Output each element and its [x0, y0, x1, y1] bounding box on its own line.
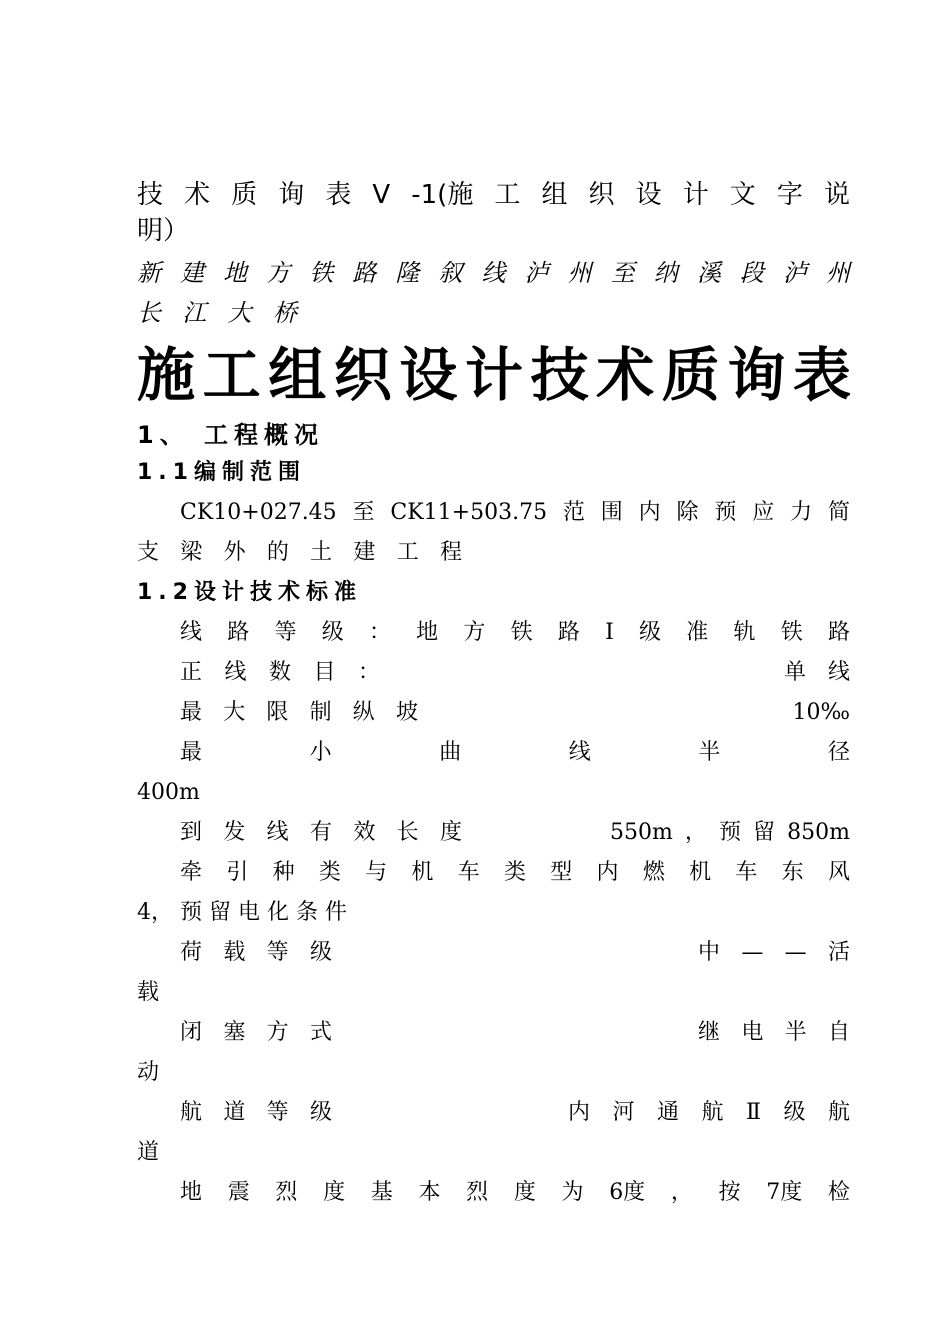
text-glyph: 叙 — [438, 259, 463, 287]
doc-subtitle-line2 — [137, 296, 297, 330]
row-traction — [180, 858, 850, 888]
text-glyph: 预 — [718, 820, 741, 845]
text-glyph: 半 — [784, 1020, 807, 1045]
row-load-grade — [180, 938, 850, 968]
text-glyph: 中 — [698, 940, 721, 965]
text-glyph: 烈 — [275, 1180, 298, 1205]
text-glyph: 质 — [661, 341, 719, 409]
text-glyph: 线 — [180, 620, 203, 645]
text-glyph: 组 — [268, 341, 326, 409]
text-glyph: 表 — [325, 180, 352, 210]
text-glyph: 江 — [182, 299, 207, 327]
text-glyph: 力 — [790, 500, 813, 525]
text-glyph: 坡 — [395, 700, 418, 725]
text-glyph: ， — [670, 1180, 693, 1205]
row-load-grade-label — [180, 938, 332, 968]
row-max-grade-value: 10‰ — [792, 700, 850, 725]
text-glyph: 桥 — [272, 299, 297, 327]
text-glyph: 航 — [180, 1100, 203, 1125]
text-glyph: 段 — [739, 259, 764, 287]
text-glyph: 550m — [610, 820, 673, 845]
row-main-lines — [180, 658, 850, 688]
row-main-lines-label — [180, 658, 380, 688]
text-glyph: 支 — [137, 540, 160, 565]
text-glyph: Ⅴ — [372, 180, 391, 210]
text-glyph: 隆 — [395, 259, 420, 287]
text-glyph: 半 — [698, 740, 721, 765]
text-glyph: 烈 — [466, 1180, 489, 1205]
text-glyph: 长 — [396, 820, 419, 845]
text-glyph: 字 — [776, 180, 803, 210]
main-title — [137, 340, 850, 410]
text-glyph: 单 — [784, 660, 807, 685]
section-heading-1-1: 1.1编制范围 — [137, 460, 306, 485]
text-glyph: 道 — [223, 1100, 246, 1125]
text-glyph: 术 — [184, 180, 211, 210]
text-glyph: 继 — [698, 1020, 721, 1045]
text-glyph: — — [741, 940, 764, 965]
text-glyph: 等 — [266, 940, 289, 965]
text-glyph: 方 — [266, 259, 291, 287]
text-glyph: CK11+503.75 — [390, 500, 548, 525]
text-glyph: 机 — [689, 860, 712, 885]
text-glyph: 留 — [753, 820, 776, 845]
text-glyph: 引 — [226, 860, 249, 885]
text-glyph: 地 — [180, 1180, 203, 1205]
row-waterway-value — [568, 1098, 850, 1128]
text-glyph: 闭 — [180, 1020, 203, 1045]
row-load-grade-cont: 载 — [137, 980, 160, 1005]
row-waterway — [180, 1098, 850, 1128]
row-max-grade-label — [180, 698, 418, 728]
text-glyph: 内 — [638, 500, 661, 525]
text-glyph: 目 — [313, 660, 336, 685]
text-glyph: 有 — [309, 820, 332, 845]
text-glyph: 类 — [318, 860, 341, 885]
row-waterway-cont: 道 — [137, 1140, 160, 1165]
text-glyph: 范 — [562, 500, 585, 525]
text-glyph: 式 — [309, 1020, 332, 1045]
text-glyph: 活 — [827, 940, 850, 965]
text-glyph: 线 — [266, 820, 289, 845]
text-glyph: 机 — [411, 860, 434, 885]
text-glyph: 大 — [223, 700, 246, 725]
text-glyph: 类 — [503, 860, 526, 885]
text-glyph: 通 — [657, 1100, 680, 1125]
text-glyph: CK10+027.45 — [180, 500, 337, 525]
text-glyph: 的 — [266, 540, 289, 565]
text-glyph: 泸 — [782, 259, 807, 287]
text-glyph: 路 — [557, 620, 580, 645]
text-glyph: 术 — [596, 341, 654, 409]
text-glyph: 震 — [227, 1180, 250, 1205]
text-glyph: 纵 — [352, 700, 375, 725]
row-min-curve — [180, 738, 850, 768]
row-waterway-label — [180, 1098, 332, 1128]
text-glyph: 溪 — [696, 259, 721, 287]
text-glyph: 7度 — [766, 1180, 803, 1205]
text-glyph: 级 — [309, 1100, 332, 1125]
text-glyph: 种 — [272, 860, 295, 885]
text-glyph: 设 — [399, 341, 457, 409]
text-glyph: 计 — [682, 180, 709, 210]
text-glyph: 荷 — [180, 940, 203, 965]
text-glyph: 度 — [439, 820, 462, 845]
text-glyph: 风 — [827, 860, 850, 885]
text-glyph: 本 — [418, 1180, 441, 1205]
text-glyph: 路 — [352, 259, 377, 287]
text-glyph: 织 — [333, 341, 391, 409]
text-glyph: 简 — [827, 500, 850, 525]
text-glyph: 地 — [416, 620, 439, 645]
text-glyph: 限 — [266, 700, 289, 725]
text-glyph: 检 — [827, 1180, 850, 1205]
text-glyph: 850m — [787, 820, 850, 845]
text-glyph: 内 — [568, 1100, 591, 1125]
text-glyph: 工 — [494, 180, 521, 210]
text-glyph: 线 — [224, 660, 247, 685]
text-glyph: 预 — [714, 500, 737, 525]
text-glyph: 计 — [464, 341, 522, 409]
text-glyph: 型 — [550, 860, 573, 885]
text-glyph: 路 — [827, 620, 850, 645]
text-glyph: 铁 — [510, 620, 533, 645]
text-glyph: 内 — [596, 860, 619, 885]
text-glyph: 小 — [309, 740, 332, 765]
text-glyph: 最 — [180, 740, 203, 765]
text-glyph: 程 — [439, 540, 462, 565]
row-siding-length-value — [610, 818, 850, 848]
row-traction-cont: 4， 预 留 电 化 条 件 — [137, 900, 347, 925]
text-glyph: 按 — [718, 1180, 741, 1205]
text-glyph: 度 — [513, 1180, 536, 1205]
text-glyph: 至 — [610, 259, 635, 287]
scope-line1 — [180, 498, 850, 528]
text-glyph: 级 — [309, 940, 332, 965]
text-glyph: 地 — [223, 259, 248, 287]
row-min-curve-cont: 400m — [137, 780, 200, 805]
row-max-grade — [180, 698, 850, 728]
text-glyph: 路 — [227, 620, 250, 645]
text-glyph: 度 — [323, 1180, 346, 1205]
text-glyph: 梁 — [180, 540, 203, 565]
text-glyph: 载 — [223, 940, 246, 965]
text-glyph: 线 — [568, 740, 591, 765]
text-glyph: 围 — [600, 500, 623, 525]
text-glyph: 线 — [481, 259, 506, 287]
text-glyph: 发 — [223, 820, 246, 845]
text-glyph: 外 — [223, 540, 246, 565]
text-glyph: 最 — [180, 700, 203, 725]
text-glyph: 制 — [309, 700, 332, 725]
row-block-system-value — [698, 1018, 850, 1048]
text-glyph: 技 — [137, 180, 164, 210]
text-glyph: 大 — [227, 299, 252, 327]
text-glyph: 纳 — [653, 259, 678, 287]
text-glyph: 级 — [783, 1100, 806, 1125]
text-glyph: 方 — [266, 1020, 289, 1045]
text-glyph: 建 — [353, 540, 376, 565]
text-glyph: 等 — [266, 1100, 289, 1125]
text-glyph: 设 — [635, 180, 662, 210]
row-load-grade-value — [698, 938, 850, 968]
text-glyph: 组 — [541, 180, 568, 210]
text-glyph: -1(施 — [411, 180, 474, 210]
section-heading-1: 1、 工程概况 — [137, 421, 325, 449]
text-glyph: 航 — [701, 1100, 724, 1125]
text-glyph: ： — [357, 660, 380, 685]
row-siding-length-label — [180, 818, 462, 848]
row-line-grade — [180, 618, 850, 648]
text-glyph: 航 — [827, 1100, 850, 1125]
text-glyph: 表 — [792, 341, 850, 409]
text-glyph: 燃 — [642, 860, 665, 885]
text-glyph: 应 — [752, 500, 775, 525]
text-glyph: 州 — [826, 259, 850, 287]
text-glyph: 土 — [310, 540, 333, 565]
text-glyph: 轨 — [733, 620, 756, 645]
text-glyph: 级 — [321, 620, 344, 645]
text-glyph: 施 — [137, 341, 195, 409]
text-glyph: 到 — [180, 820, 203, 845]
text-glyph: 铁 — [780, 620, 803, 645]
text-glyph: 方 — [463, 620, 486, 645]
text-glyph: 至 — [352, 500, 375, 525]
text-glyph: 效 — [353, 820, 376, 845]
text-glyph: 曲 — [439, 740, 462, 765]
text-glyph: 为 — [561, 1180, 584, 1205]
text-glyph: 文 — [729, 180, 756, 210]
text-glyph: 车 — [457, 860, 480, 885]
scope-line2 — [137, 538, 462, 568]
row-siding-length — [180, 818, 850, 848]
text-glyph: 工 — [202, 341, 260, 409]
text-glyph: 牵 — [180, 860, 203, 885]
text-glyph: 技 — [530, 341, 588, 409]
text-glyph: 说 — [823, 180, 850, 210]
text-glyph: — — [784, 940, 807, 965]
text-glyph: 新 — [137, 259, 161, 287]
text-glyph: 等 — [274, 620, 297, 645]
text-glyph: 建 — [180, 259, 205, 287]
text-glyph: 与 — [365, 860, 388, 885]
text-glyph: 车 — [735, 860, 758, 885]
text-glyph: Ⅱ — [746, 1100, 761, 1125]
text-glyph: 径 — [827, 740, 850, 765]
text-glyph: 泸 — [524, 259, 549, 287]
doc-title-line1 — [137, 178, 850, 212]
text-glyph: 基 — [370, 1180, 393, 1205]
text-glyph: 自 — [827, 1020, 850, 1045]
row-block-system-cont: 动 — [137, 1060, 160, 1085]
text-glyph: 准 — [686, 620, 709, 645]
row-block-system — [180, 1018, 850, 1048]
text-glyph: 工 — [396, 540, 419, 565]
doc-title-line2: 明） — [137, 216, 190, 246]
row-block-system-label — [180, 1018, 332, 1048]
text-glyph: 质 — [231, 180, 258, 210]
text-glyph: 河 — [612, 1100, 635, 1125]
text-glyph: 线 — [827, 660, 850, 685]
text-glyph: 铁 — [309, 259, 334, 287]
text-glyph: 询 — [278, 180, 305, 210]
section-heading-1-2: 1.2设计技术标准 — [137, 580, 362, 605]
text-glyph: 东 — [781, 860, 804, 885]
text-glyph: ， — [684, 820, 707, 845]
text-glyph: 数 — [268, 660, 291, 685]
text-glyph: 州 — [567, 259, 592, 287]
doc-subtitle-line1 — [137, 256, 850, 290]
text-glyph: 除 — [676, 500, 699, 525]
row-seismic — [180, 1178, 850, 1208]
text-glyph: 塞 — [223, 1020, 246, 1045]
row-main-lines-value — [784, 658, 850, 688]
text-glyph: Ⅰ — [605, 620, 614, 645]
text-glyph: 长 — [137, 299, 161, 327]
text-glyph: 织 — [588, 180, 615, 210]
text-glyph: 级 — [639, 620, 662, 645]
text-glyph: 电 — [741, 1020, 764, 1045]
text-glyph: 询 — [727, 341, 785, 409]
text-glyph: ： — [368, 620, 391, 645]
text-glyph: 正 — [180, 660, 203, 685]
text-glyph: 6度 — [609, 1180, 646, 1205]
